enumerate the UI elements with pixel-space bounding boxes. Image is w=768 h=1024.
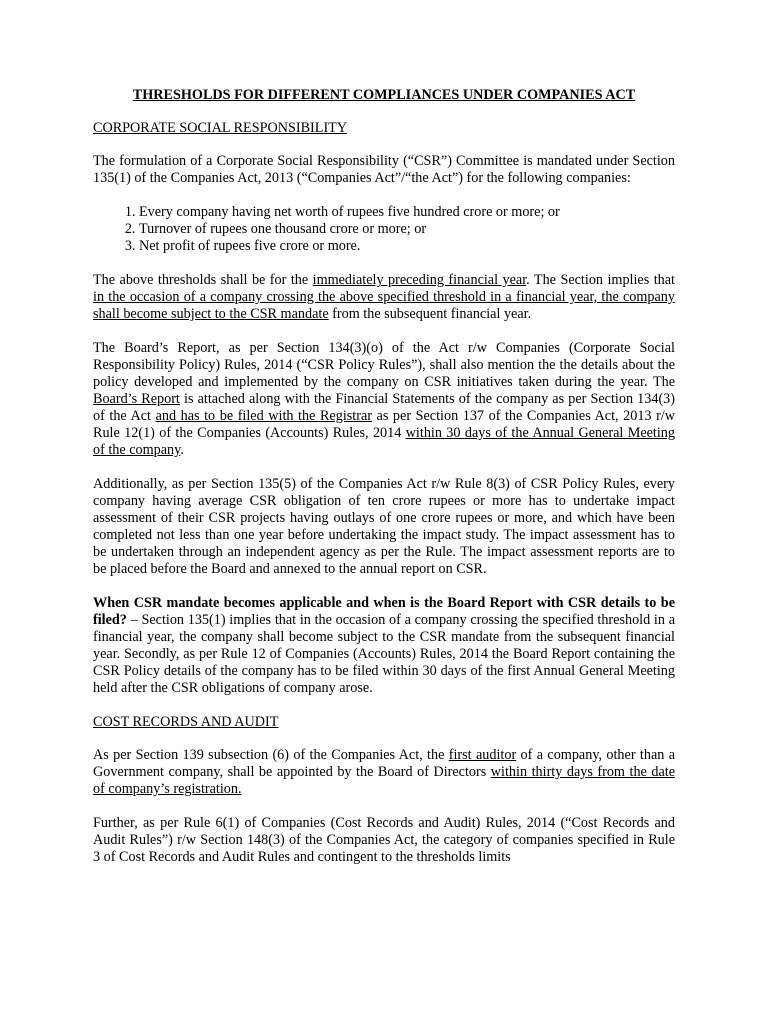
document-title: THRESHOLDS FOR DIFFERENT COMPLIANCES UNDER COMPANIES ACT: [132, 87, 636, 103]
bold-question: When CSR mandate becomes applicable and when is the Board Report with CSR details to be filed?: [93, 595, 675, 628]
text-run: is attached along with the Financial Statements of the company as per Section 134(3) of the Act: [93, 391, 676, 424]
text-run: – Section 135(1) implies that in the occasion of a company crossing the specified threshold in a financial year, the company shall become subject to the CSR mandate from the subsequent financial year. Secondly, as per Rule 12 of Companies (Accounts) Rules, 2014 the Board Report containing the CSR Policy details of the company has to be filed within 30 days of the first Annual General Meeting held after the CSR obligations of company arose.: [93, 612, 675, 696]
text-run: . The Section implies that: [526, 272, 675, 288]
underlined-text: immediately preceding financial year: [312, 272, 527, 288]
board-report-paragraph: [93, 340, 675, 459]
text-run: The above thresholds shall be for the: [93, 272, 313, 288]
text-run: from the subsequent financial year.: [328, 306, 532, 322]
underlined-text: first auditor: [448, 747, 517, 763]
first-auditor-paragraph: [93, 747, 675, 798]
text-run: The Board’s Report, as per Section 134(3)(o) of the Act r/w Companies (Corporate Social Responsibility Policy) Rules, 2014 (“CSR Policy Rules”), shall also mention the the details about the policy developed and implemented by the company on CSR initiatives taken during the year. The: [93, 340, 675, 390]
csr-threshold-paragraph: [93, 272, 675, 323]
text-run: of a company, other than a Government company, shall be appointed by the Board of Directors: [93, 747, 676, 780]
text-run: As per Section 139 subsection (6) of the Companies Act, the: [93, 747, 449, 763]
list-item: 1. Every company having net worth of rupees five hundred crore or more; or: [139, 204, 675, 221]
list-item: 2. Turnover of rupees one thousand crore or more; or: [139, 221, 675, 238]
cost-records-paragraph: Further, as per Rule 6(1) of Companies (Cost Records and Audit) Rules, 2014 (“Cost Records and Audit Rules”) r/w Section 148(3) of the Companies Act, the category of companies specified in Rule 3 of Cost Records and Audit Rules and contingent to the thresholds limits: [93, 815, 675, 865]
text-run: as per Section 137 of the Companies Act, 2013 r/w Rule 12(1) of the Companies (Accounts) Rules, 2014: [93, 408, 675, 441]
list-item: 3. Net profit of rupees five crore or more.: [139, 238, 675, 255]
section-heading-cost-records: COST RECORDS AND AUDIT: [93, 714, 279, 730]
document-body: [93, 87, 675, 883]
underlined-text: and has to be filed with the Registrar: [155, 408, 372, 424]
underlined-text: Board’s Report: [93, 391, 180, 407]
csr-applicability-paragraph: [93, 595, 675, 697]
impact-assessment-paragraph: Additionally, as per Section 135(5) of the Companies Act r/w Rule 8(3) of CSR Policy Rules, every company having average CSR obligation of ten crore rupees or more has to undertake impact assessment of their CSR projects having outlays of one crore rupees or more, and which have been completed not less than one year before undertaking the impact study. The impact assessment has to be undertaken through an independent agency as per the Rule. The impact assessment reports are to be placed before the Board and annexed to the annual report on CSR.: [93, 476, 675, 577]
underlined-text: within 30 days of the Annual General Meeting of the company: [93, 425, 675, 458]
section-heading-csr: CORPORATE SOCIAL RESPONSIBILITY: [93, 120, 348, 136]
csr-threshold-list: [93, 204, 675, 255]
underlined-text: in the occasion of a company crossing the above specified threshold in a financial year, the company shall become subject to the CSR mandate: [93, 289, 675, 322]
text-run: .: [180, 442, 184, 458]
csr-intro-paragraph: The formulation of a Corporate Social Responsibility (“CSR”) Committee is mandated under Section 135(1) of the Companies Act, 2013 (“Companies Act”/“the Act”) for the following companies:: [93, 153, 675, 186]
underlined-text: within thirty days from the date of company’s registration.: [93, 764, 675, 797]
